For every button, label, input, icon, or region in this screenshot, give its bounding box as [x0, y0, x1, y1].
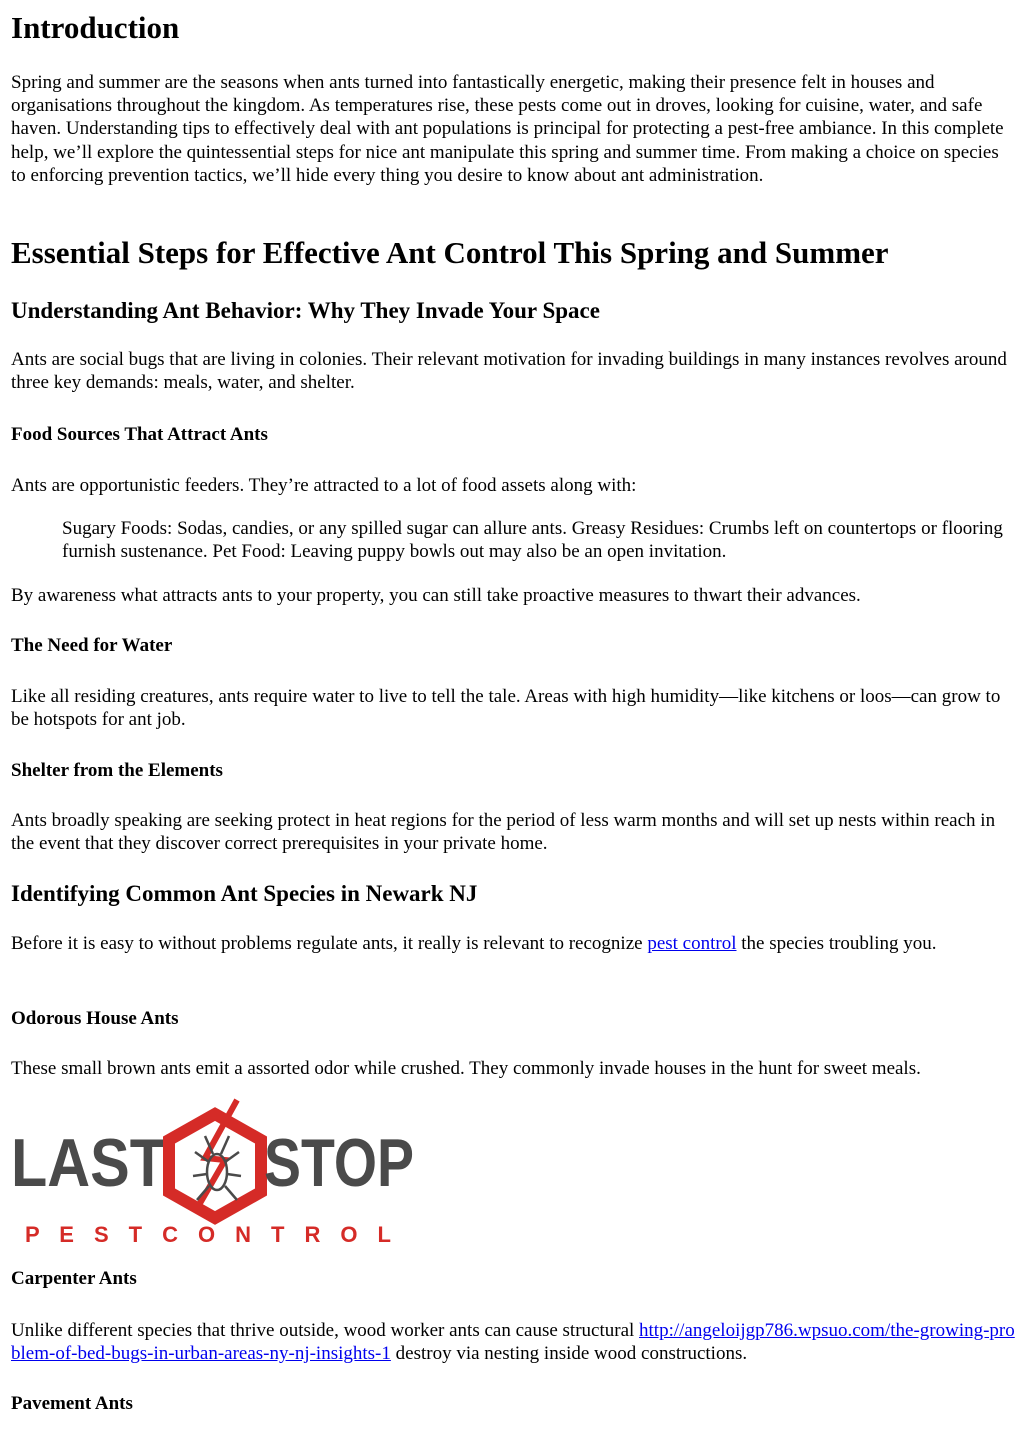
main-heading: Essential Steps for Effective Ant Control This Spring and Summer [11, 235, 889, 270]
pest-control-link[interactable]: pest control [647, 933, 737, 954]
behavior-paragraph: Ants are social bugs that are living in colonies. Their relevant motivation for invading buildings in many instances revolves around three key demands: meals, water, and shelter. [11, 349, 1007, 394]
pavement-heading: Pavement Ants [11, 1393, 133, 1414]
odorous-heading: Odorous House Ants [11, 1008, 179, 1029]
shelter-paragraph: Ants broadly speaking are seeking protect in heat regions for the period of less warm months and will set up nests within reach in the event that they discover correct prerequisites in your private home. [11, 810, 996, 855]
odorous-paragraph: These small brown ants emit a assorted odor while crushed. They commonly invade houses in the hunt for sweet meals. [11, 1058, 921, 1079]
food-paragraph: Ants are opportunistic feeders. They’re attracted to a lot of food assets along with: [11, 475, 637, 496]
species-heading: Identifying Common Ant Species in Newark NJ [11, 881, 478, 906]
bed-bugs-article-link[interactable]: http://angeloijgp786.wpsuo.com/the-growing-problem-of-bed-bugs-in-urban-areas-ny-nj-insights-1 [11, 1320, 1015, 1365]
carpenter-text-before: Unlike different species that thrive outside, wood worker ants can cause structural [11, 1320, 640, 1341]
food-list-blockquote: Sugary Foods: Sodas, candies, or any spilled sugar can allure ants. Greasy Residues: Crumbs left on countertops or flooring furnish sustenance. Pet Food: Leaving puppy bowls out may also be an open invitation. [62, 518, 1003, 563]
species-paragraph [11, 932, 1017, 955]
logo-tagline: P E S T C O N T R O L [25, 1222, 392, 1247]
awareness-paragraph: By awareness what attracts ants to your property, you can still take proactive measures to thwart their advances. [11, 585, 861, 606]
species-text-before: Before it is easy to without problems regulate ants, it really is relevant to recognize [11, 933, 648, 954]
water-heading: The Need for Water [11, 635, 173, 656]
last-stop-pest-control-logo [11, 1100, 415, 1246]
food-heading: Food Sources That Attract Ants [11, 424, 268, 445]
species-text-after: the species troubling you. [736, 933, 937, 954]
intro-heading: Introduction [11, 10, 180, 45]
shelter-heading: Shelter from the Elements [11, 760, 223, 781]
logo-word-stop: STOP [264, 1125, 414, 1201]
intro-paragraph: Spring and summer are the seasons when ants turned into fantastically energetic, making their presence felt in houses and organisations throughout the kingdom. As temperatures rise, these pests come out in droves, looking for cuisine, water, and safe haven. Understanding tips to effectively deal with ant populations is principal for protecting a pest-free ambiance. In this complete help, we’ll explore the quintessential steps for nice ant manipulate this spring and summer time. From making a choice on species to enforcing prevention tactics, we’ll hide every thing you desire to know about ant administration. [11, 72, 1004, 186]
carpenter-text-after: destroy via nesting inside wood constructions. [390, 1343, 748, 1365]
logo-word-last: LAST [11, 1125, 166, 1201]
carpenter-paragraph [11, 1319, 1017, 1365]
carpenter-heading: Carpenter Ants [11, 1268, 137, 1289]
logo-hexagon [169, 1114, 261, 1218]
water-paragraph: Like all residing creatures, ants require water to live to tell the tale. Areas with high humidity—like kitchens or loos—can grow to be hotspots for ant job. [11, 686, 1001, 731]
behavior-heading: Understanding Ant Behavior: Why They Invade Your Space [11, 298, 600, 323]
